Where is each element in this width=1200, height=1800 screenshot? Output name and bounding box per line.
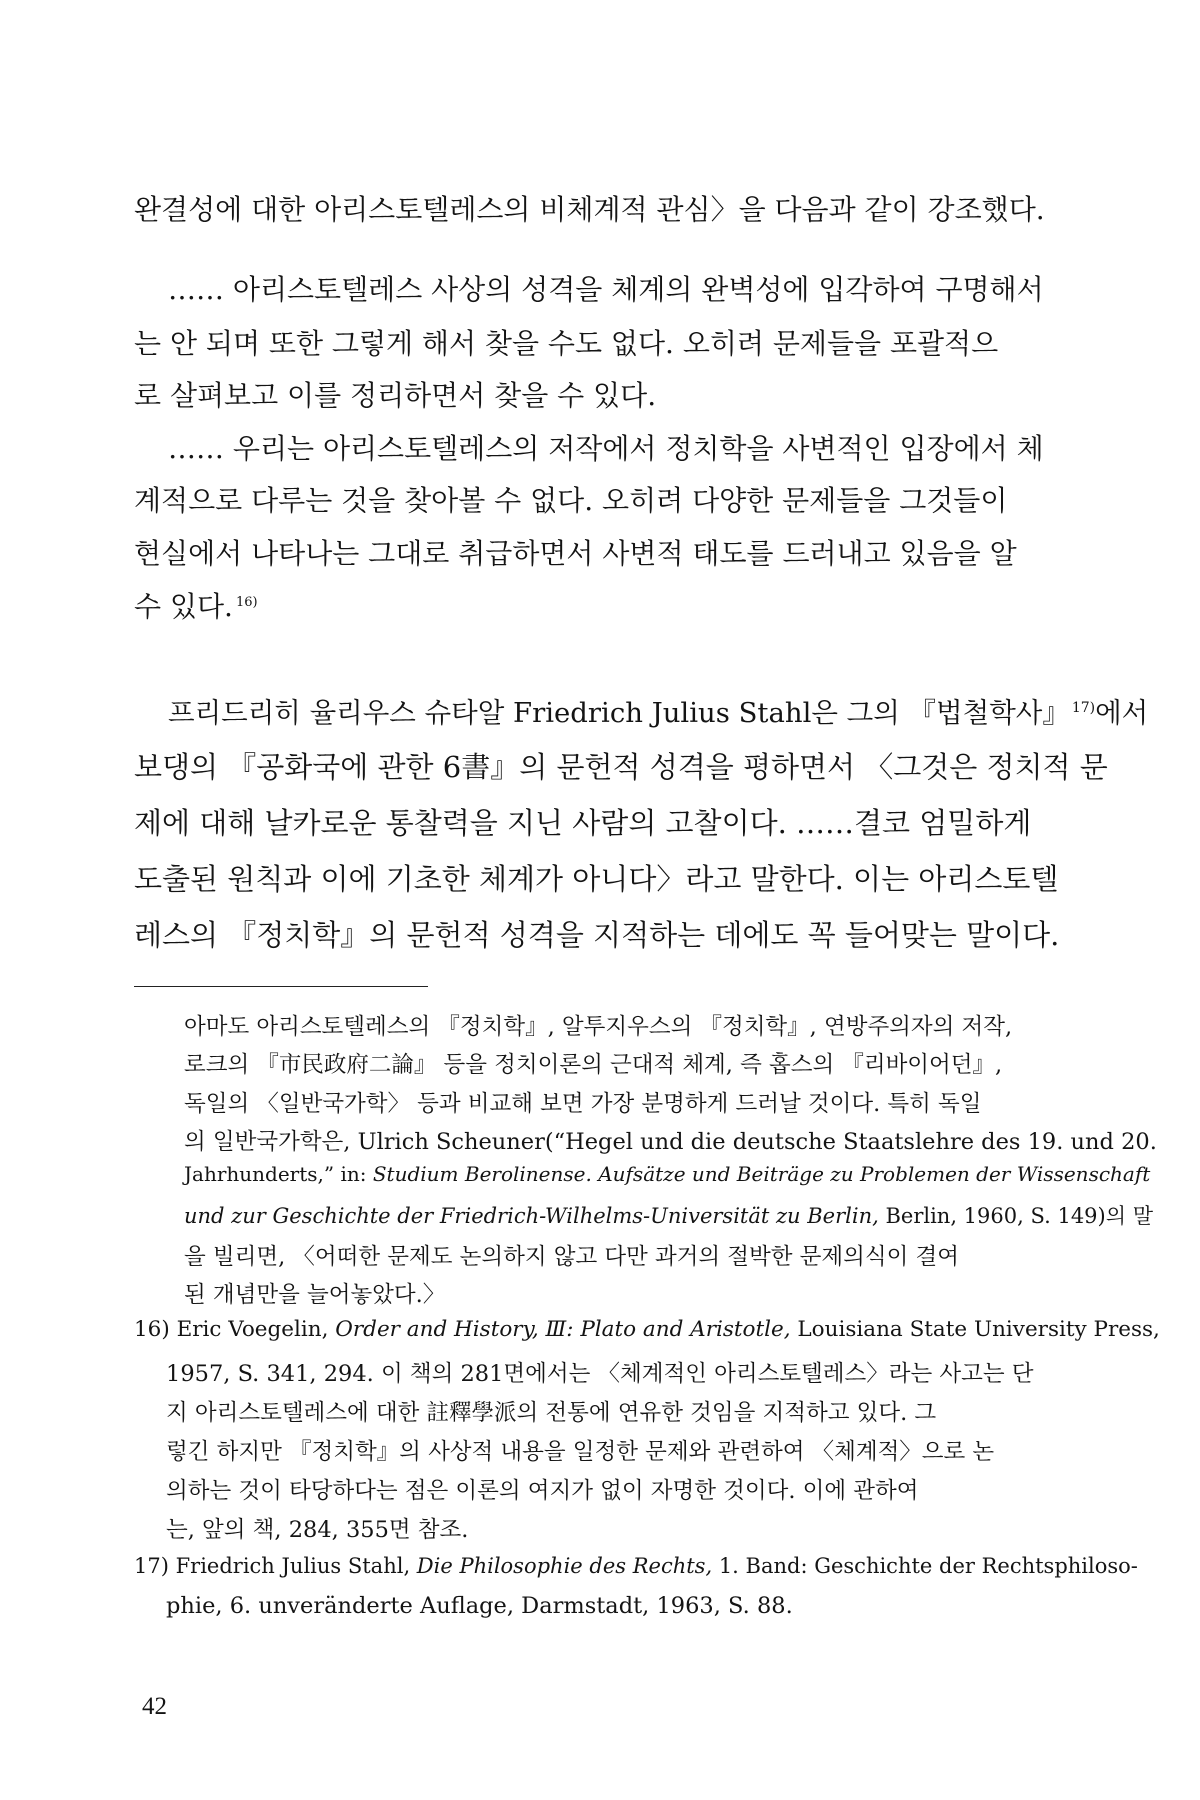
footnote-line: 아마도 아리스토텔레스의 『정치학』, 알투지우스의 『정치학』, 연방주의자의 저작, [184, 1014, 1013, 1040]
quote-line [134, 585, 258, 625]
body-line: 제에 대해 날카로운 통찰력을 지닌 사람의 고찰이다. ……결코 엄밀하게 [134, 806, 1032, 840]
footnote-ref-16[interactable]: 16) [235, 594, 258, 610]
footnote-text: 16) Eric Voegelin, [134, 1317, 336, 1342]
footnote-italic: Die Philosophie des Rechts, [416, 1554, 713, 1578]
footnote-16-line [134, 1317, 1160, 1342]
quote-line: 계적으로 다루는 것을 찾아볼 수 없다. 오히려 다양한 문제들을 그것들이 [134, 484, 1008, 517]
footnote-16-line: 렇긴 하지만 『정치학』의 사상적 내용을 일정한 문제와 관련하여 〈체계적〉으로 논 [166, 1439, 995, 1465]
body-line [168, 690, 1148, 730]
footnote-17-line: phie, 6. unveränderte Auflage, Darmstadt, 1963, S. 88. [166, 1593, 793, 1619]
footnote-italic: Order and History, Ⅲ: Plato and Aristotle, [335, 1317, 791, 1342]
footnote-line: 의 일반국가학은, Ulrich Scheuner(“Hegel und die deutsche Staatslehre des 19. und 20. [184, 1129, 1157, 1155]
footnote-text: Louisiana State University Press, [790, 1317, 1160, 1342]
footnote-16-line: 의하는 것이 타당하다는 점은 이론의 여지가 없이 자명한 것이다. 이에 관하여 [166, 1478, 919, 1504]
body-line: 도출된 원칙과 이에 기초한 체계가 아니다〉라고 말한다. 이는 아리스토텔 [134, 862, 1059, 896]
footnote-17-line [134, 1554, 1138, 1578]
footnote-text: Jahrhunderts,” in: [184, 1162, 373, 1186]
body-line: 레스의 『정치학』의 문헌적 성격을 지적하는 데에도 꼭 들어맞는 말이다. [134, 918, 1060, 952]
quote-line: …… 우리는 아리스토텔레스의 저작에서 정치학을 사변적인 입장에서 체 [168, 432, 1044, 465]
quote-line: …… 아리스토텔레스 사상의 성격을 체계의 완벽성에 입각하여 구명해서 [168, 273, 1044, 306]
quote-line: 는 안 되며 또한 그렇게 해서 찾을 수도 없다. 오히려 문제들을 포괄적으 [134, 327, 999, 360]
quote-line: 로 살펴보고 이를 정리하면서 찾을 수 있다. [134, 379, 657, 412]
body-text: 프리드리히 율리우스 슈타알 Friedrich Julius Stahl은 그의 『법철학사』 [168, 697, 1070, 729]
footnote-italic: Studium Berolinense. Aufsätze und Beiträge zu Problemen der Wissenschaft [372, 1162, 1151, 1186]
footnote-line: 된 개념만을 늘어놓았다.〉 [184, 1282, 446, 1308]
footnote-16-line: 1957, S. 341, 294. 이 책의 281면에서는 〈체계적인 아리스토텔레스〉라는 사고는 단 [166, 1361, 1034, 1387]
lead-line: 완결성에 대한 아리스토텔레스의 비체계적 관심〉을 다음과 같이 강조했다. [134, 193, 1045, 226]
footnote-separator [134, 986, 428, 987]
body-text: 에서 [1095, 697, 1149, 729]
footnote-ref-17[interactable]: 17) [1071, 699, 1096, 716]
footnote-line: 로크의 『市民政府二論』 등을 정치이론의 근대적 체계, 즉 홉스의 『리바이어던』, [184, 1052, 1003, 1078]
footnote-text: 17) Friedrich Julius Stahl, [134, 1554, 417, 1578]
quote-line-text: 수 있다. [134, 590, 233, 623]
footnote-line: 을 빌리면, 〈어떠한 문제도 논의하지 않고 다만 과거의 절박한 문제의식이 결여 [184, 1244, 959, 1270]
footnote-text: Berlin, 1960, S. 149)의 말 [878, 1204, 1153, 1228]
footnote-text: 1. Band: Geschichte der Rechtsphiloso- [712, 1554, 1138, 1578]
footnote-italic: und zur Geschichte der Friedrich-Wilhelms-Universität zu Berlin, [184, 1204, 879, 1228]
footnote-16-line: 는, 앞의 책, 284, 355면 참조. [166, 1517, 469, 1543]
body-line: 보댕의 『공화국에 관한 6書』의 문헌적 성격을 평하면서 〈그것은 정치적 문 [134, 750, 1108, 784]
footnote-16-line: 지 아리스토텔레스에 대한 註釋學派의 전통에 연유한 것임을 지적하고 있다. 그 [166, 1400, 937, 1426]
quote-line: 현실에서 나타나는 그대로 취급하면서 사변적 태도를 드러내고 있음을 알 [134, 537, 1017, 570]
footnote-line [184, 1162, 1150, 1186]
footnote-line: 독일의 〈일반국가학〉 등과 비교해 보면 가장 분명하게 드러날 것이다. 특히 독일 [184, 1091, 982, 1117]
page-number: 42 [142, 1693, 167, 1720]
footnote-line [184, 1200, 1153, 1230]
